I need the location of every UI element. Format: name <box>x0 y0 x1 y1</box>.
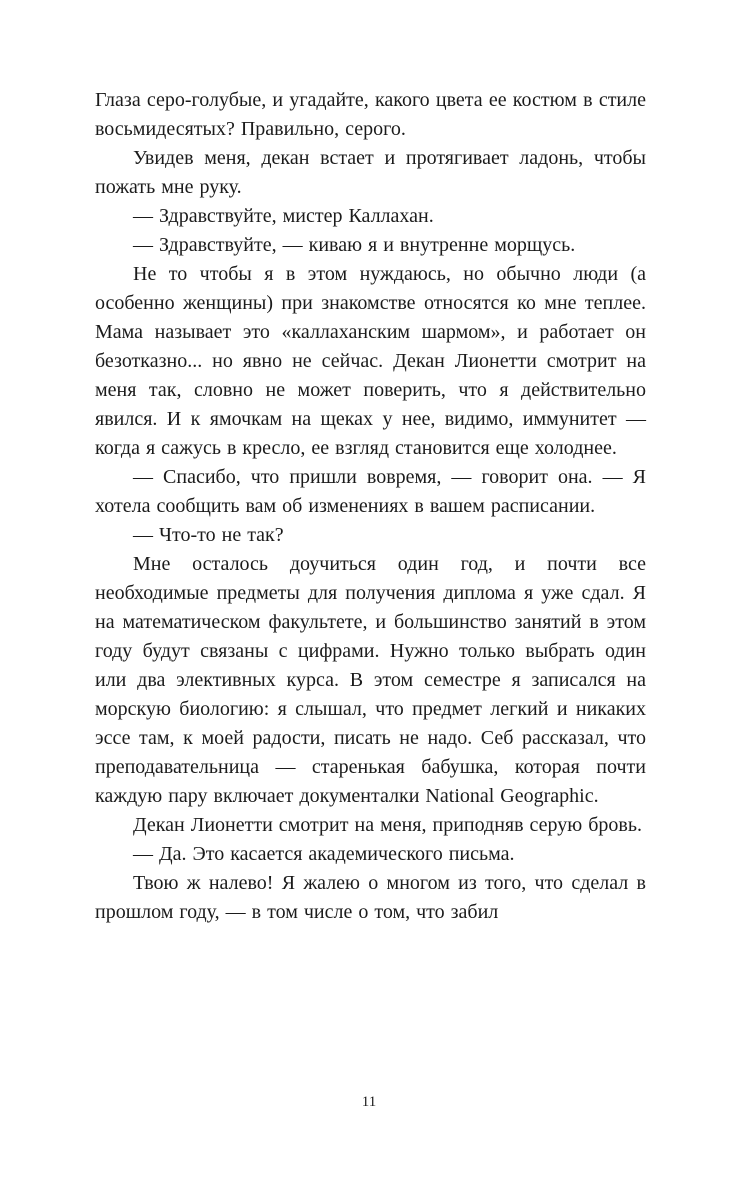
paragraph: Не то чтобы я в этом нуждаюсь, но обычно люди (а особенно женщины) при знакомстве относятся ко мне теплее. Мама называет это «каллаханским шармом», и работает он безотказно... но явно не сейчас. Декан Лионетти смотрит на меня так, словно не может поверить, что я действительно явился. И к ямочкам на щеках у нее, видимо, иммунитет — когда я сажусь в кресло, ее взгляд становится еще холоднее. <box>95 263 646 459</box>
paragraph: — Да. Это касается академического письма. <box>133 843 515 865</box>
paragraph: Декан Лионетти смотрит на меня, приподняв серую бровь. <box>133 814 642 836</box>
paragraph: — Спасибо, что пришли вовремя, — говорит она. — Я хотела сообщить вам об изменениях в вашем расписании. <box>95 466 646 517</box>
paragraph: — Здравствуйте, мистер Каллахан. <box>133 205 434 227</box>
paragraph: Глаза серо-голубые, и угадайте, какого цвета ее костюм в стиле восьмидесятых? Правильно, серого. <box>95 89 646 140</box>
paragraph: Мне осталось доучиться один год, и почти все необходимые предметы для получения диплома я уже сдал. Я на математическом факультете, и большинство занятий в этом году будут связаны с цифрами. Нужно только выбрать один или два элективных курса. В этом семестре я записался на морскую биологию: я слышал, что предмет легкий и никаких эссе там, к моей радости, писать не надо. Себ рассказал, что преподавательница — старенькая бабушка, которая почти каждую пару включает документалки National Geographic. <box>95 553 646 807</box>
page-text <box>95 86 646 927</box>
paragraph: — Что-то не так? <box>133 524 284 546</box>
paragraph: Увидев меня, декан встает и протягивает ладонь, чтобы пожать мне руку. <box>95 147 646 198</box>
page-number: 11 <box>361 1094 377 1110</box>
paragraph: Твою ж налево! Я жалею о многом из того, что сделал в прошлом году, — в том числе о том, что забил <box>95 872 646 923</box>
paragraph: — Здравствуйте, — киваю я и внутренне морщусь. <box>133 234 576 256</box>
